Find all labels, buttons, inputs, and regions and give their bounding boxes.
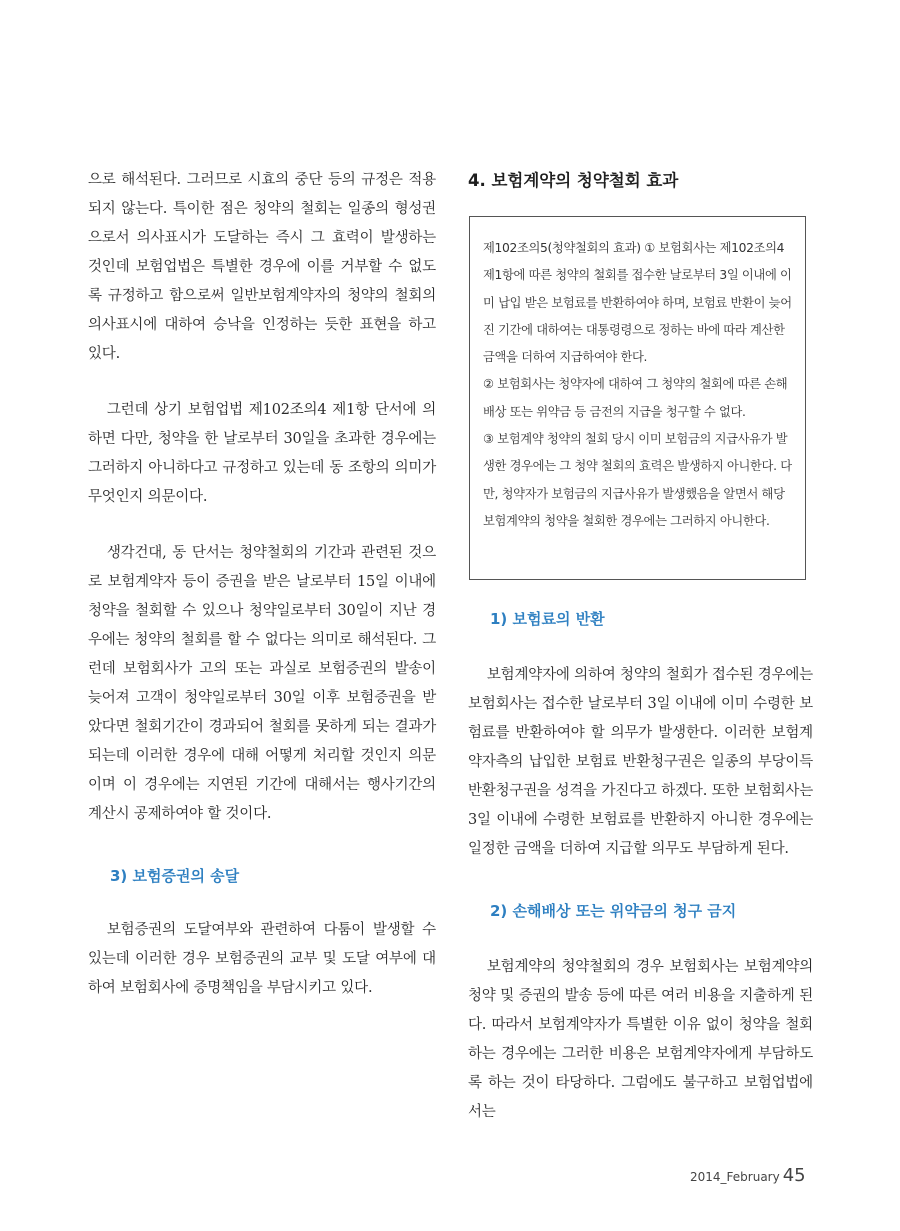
statute-box [469,216,806,580]
left-paragraph-4: 보험증권의 도달여부와 관련하여 다툼이 발생할 수 있는데 이러한 경우 보험증권의 교부 및 도달 여부에 대하여 보험회사에 증명책임을 부담시키고 있다. [88,922,436,996]
right-column [468,608,813,1127]
left-paragraph-3: 생각건대, 동 단서는 청약철회의 기간과 관련된 것으로 보험계약자 등이 증권을 받은 날로부터 15일 이내에 청약을 철회할 수 있으나 청약일로부터 30일이 지난 경우에는 청약의 철회를 할 수 없다는 의미로 해석된다. 그런데 보험회사가 고의 또는 과실로 보험증권의 발송이 늦어져 고객이 청약일로부터 30일 이후 보험증권을 받았다면 철회기간이 경과되어 철회를 못하게 되는 결과가 되는데 이러한 경우에 대해 어떻게 처리할 것인지 의문이며 이 경우에는 지연된 기간에 대해서는 행사기간의 계산시 공제하여야 할 것이다. [88,545,436,822]
left-column [88,166,436,1003]
page-footer [690,1165,806,1186]
statute-paragraph-2: ② 보험회사는 청약자에 대하여 그 청약의 철회에 따른 손해배상 또는 위약금 등 금전의 지급을 청구할 수 없다. [483,377,788,419]
page-number: 45 [782,1165,806,1186]
subheading-1-premium-refund: 1) 보험료의 반환 [490,610,605,628]
statute-paragraph-3: ③ 보험계약 청약의 철회 당시 이미 보험금의 지급사유가 발생한 경우에는 그 청약 철회의 효력은 발생하지 아니한다. 다만, 청약자가 보험금의 지급사유가 발생했음을 알면서 해당 보험계약의 청약을 철회한 경우에는 그러하지 아니한다. [483,432,792,528]
section-title: 4. 보험계약의 청약철회 효과 [468,171,679,190]
right-column-heading [468,166,813,196]
subheading-3-policy-delivery: 3) 보험증권의 송달 [110,867,240,885]
subheading-2-damages-prohibition: 2) 손해배상 또는 위약금의 청구 금지 [490,902,737,920]
right-paragraph-2: 보험계약의 청약철회의 경우 보험회사는 보험계약의 청약 및 증권의 발송 등에 따른 여러 비용을 지출하게 된다. 따라서 보험계약자가 특별한 이유 없이 청약을 철회하는 경우에는 그러한 비용은 보험계약자에게 부담하도록 하는 것이 타당하다. 그럼에도 불구하고 보험업법에서는 [468,959,813,1120]
left-paragraph-1: 으로 해석된다. 그러므로 시효의 중단 등의 규정은 적용되지 않는다. 특이한 점은 청약의 철회는 일종의 형성권으로서 의사표시가 도달하는 즉시 그 효력이 발생하는 것인데 보험업법은 특별한 경우에 이를 거부할 수 없도록 규정하고 함으로써 일반보험계약자의 청약의 철회의 의사표시에 대하여 승낙을 인정하는 듯한 표현을 하고 있다. [88,172,436,362]
left-paragraph-2: 그런데 상기 보험업법 제102조의4 제1항 단서에 의하면 다만, 청약을 한 날로부터 30일을 초과한 경우에는 그러하지 아니하다고 규정하고 있는데 동 조항의 의미가 무엇인지 의문이다. [88,402,436,505]
issue-date: 2014_February [690,1170,780,1184]
statute-paragraph-1: 제102조의5(청약철회의 효과) ① 보험회사는 제102조의4 제1항에 따른 청약의 철회를 접수한 날로부터 3일 이내에 이미 납입 받은 보험료를 반환하여야 하며, 보험료 반환이 늦어진 기간에 대하여는 대통령령으로 정하는 바에 따라 계산한 금액을 더하여 지급하여야 한다. [483,241,792,365]
right-paragraph-1: 보험계약자에 의하여 청약의 철회가 접수된 경우에는 보험회사는 접수한 날로부터 3일 이내에 이미 수령한 보험료를 반환하여야 할 의무가 발생한다. 이러한 보험계약자측의 납입한 보험료 반환청구권은 일종의 부당이득반환청구권을 성격을 가진다고 하겠다. 또한 보험회사는 3일 이내에 수령한 보험료를 반환하지 아니한 경우에는 일정한 금액을 더하여 지급할 의무도 부담하게 된다. [468,667,813,857]
